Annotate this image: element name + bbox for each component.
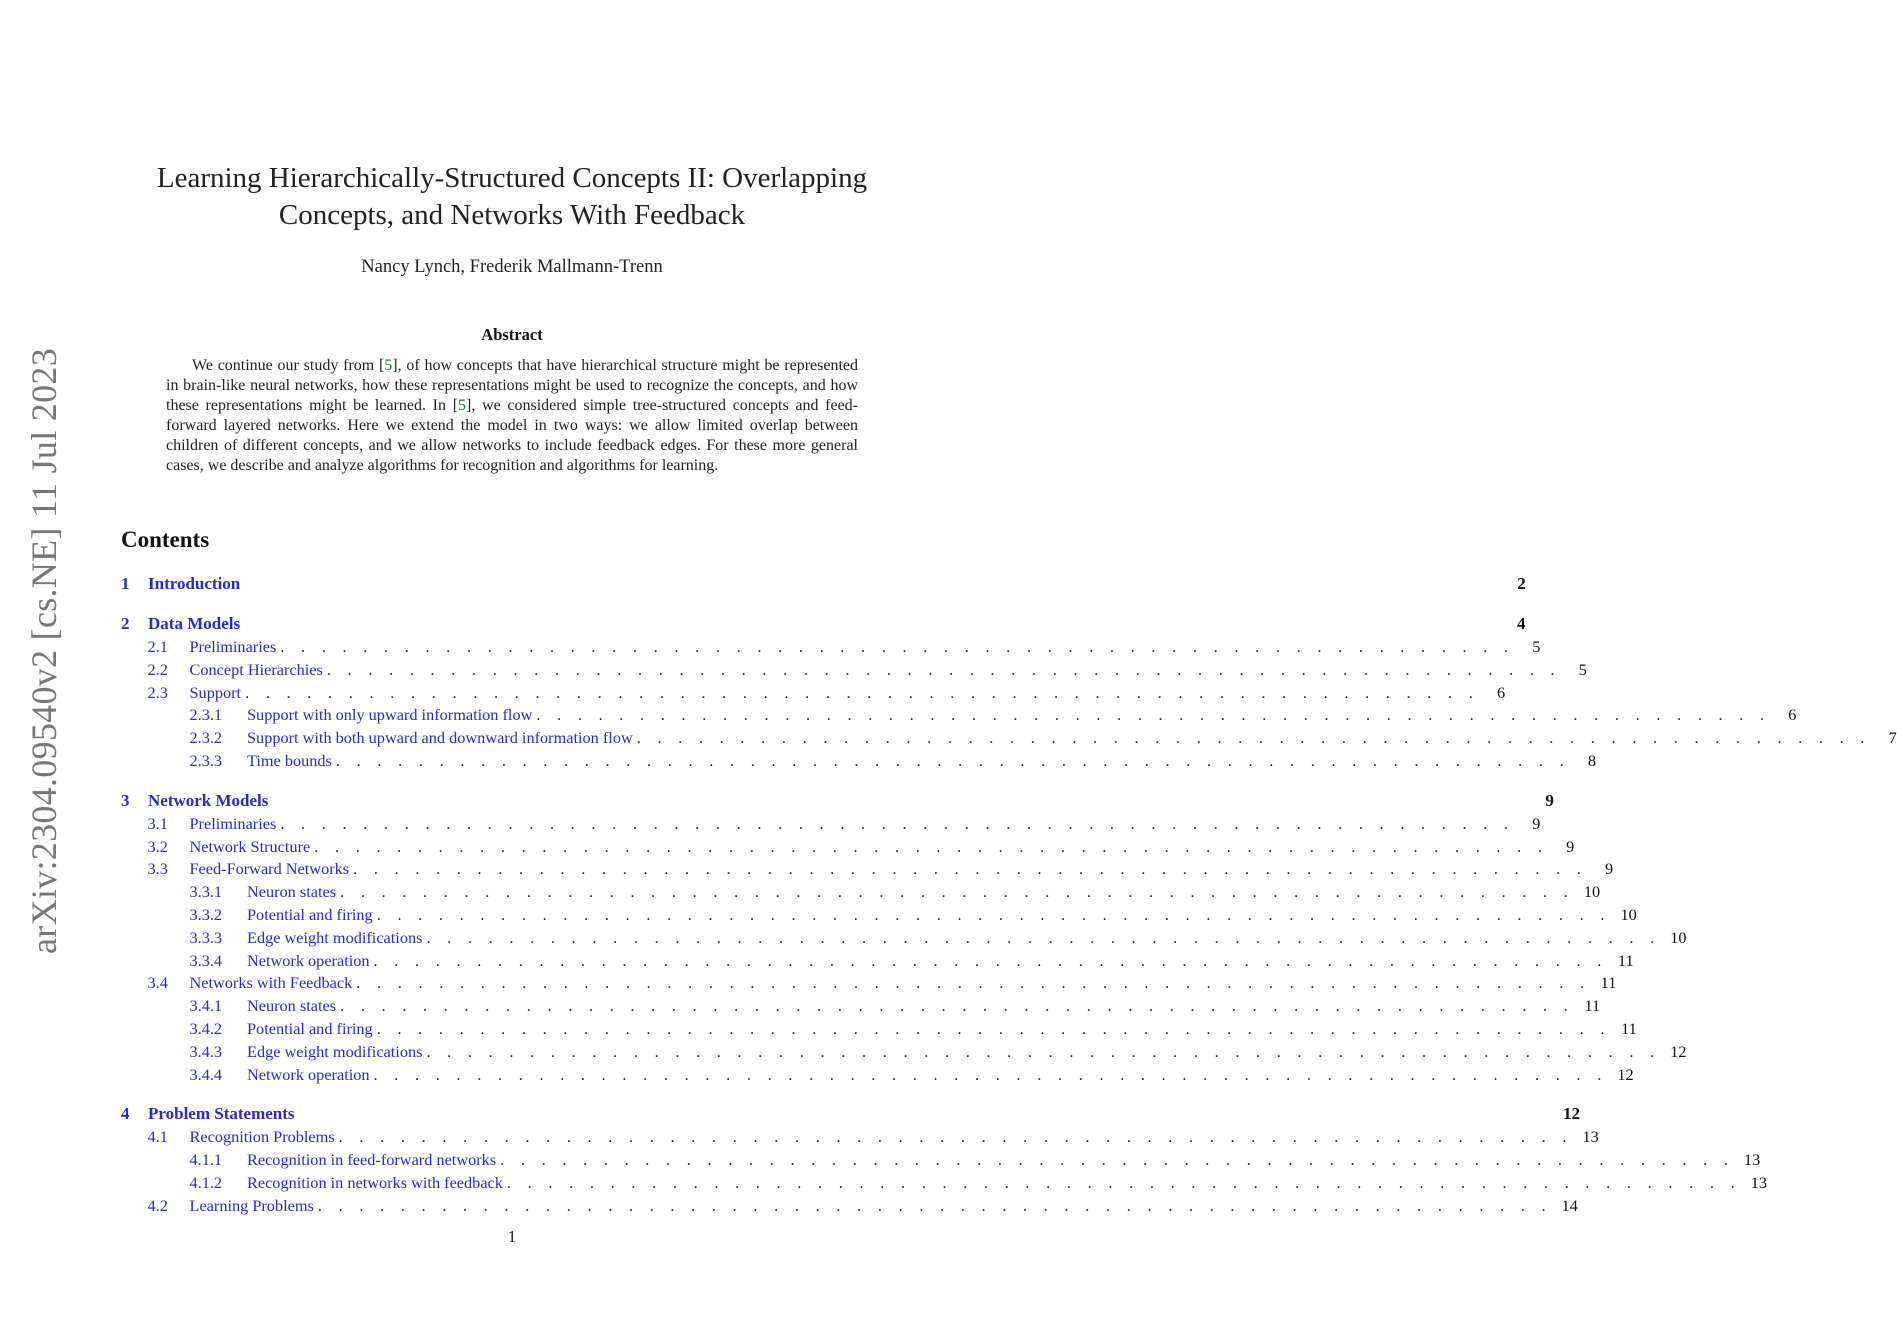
toc-title[interactable]: Network operation (247, 950, 370, 970)
toc-leader-dots: . . . . . . . . . . . . . . . . . . . . . . . . . . . . . . . . . . . . . . . . . . . . . . . . . . . . . . . . . . . . (338, 1127, 1573, 1147)
table-of-contents (121, 572, 1897, 1218)
toc-title[interactable]: Edge weight modifications (247, 1041, 423, 1061)
toc-subsubsection-network-operation[interactable] (121, 950, 1634, 973)
toc-section-network-models[interactable] (121, 789, 1554, 813)
toc-page-number: 13 (1743, 1150, 1761, 1170)
toc-title[interactable]: Support with both upward and downward information flow (247, 728, 633, 748)
toc-page-number: 14 (1561, 1195, 1578, 1215)
toc-page-number: 9 (1605, 859, 1614, 879)
toc-leader-dots: . . . . . . . . . . . . . . . . . . . . . . . . . . . . . . . . . . . . . . . . . . . . . . . . . . . . . . . . . . . . (426, 927, 1661, 947)
citation-link[interactable]: 5 (384, 357, 393, 374)
toc-page-number: 11 (1617, 950, 1634, 970)
toc-number: 3.4.2 (189, 1018, 223, 1038)
toc-title[interactable]: Recognition in feed-forward networks (247, 1150, 497, 1170)
toc-number: 3.1 (147, 813, 168, 833)
toc-subsubsection-edge-weight-modifications[interactable] (121, 927, 1687, 950)
toc-number: 3.3 (147, 859, 168, 879)
toc-number: 3.4.1 (189, 996, 223, 1016)
toc-number: 2.3 (147, 682, 168, 702)
toc-subsection-support[interactable] (121, 682, 1506, 705)
toc-title[interactable]: Concept Hierarchies (189, 659, 323, 679)
toc-leader-dots: . . . . . . . . . . . . . . . . . . . . . . . . . . . . . . . . . . . . . . . . . . . . . . . . . . . . . . . . . . . . (426, 1041, 1661, 1061)
toc-leader-dots: . . . . . . . . . . . . . . . . . . . . . . . . . . . . . . . . . . . . . . . . . . . . . . . . . . . . . . . . . . . . (340, 996, 1575, 1016)
toc-page-number: 6 (1788, 705, 1797, 725)
toc-subsection-networks-with-feedback[interactable] (121, 972, 1617, 995)
paper-title-line-1: Learning Hierarchically-Structured Concepts II: Overlapping (156, 162, 868, 194)
toc-title[interactable]: Network Structure (189, 836, 311, 856)
toc-subsubsection-network-operation[interactable] (121, 1064, 1634, 1087)
toc-subsubsection-recognition-feedback[interactable] (121, 1172, 1767, 1195)
toc-leader-dots: . . . . . . . . . . . . . . . . . . . . . . . . . . . . . . . . . . . . . . . . . . . . . . . . . . . . . . . . . . . . (373, 1064, 1608, 1084)
arxiv-identifier-stamp: arXiv:2304.09540v2 [cs.NE] 11 Jul 2023 (24, 348, 64, 954)
toc-title[interactable]: Problem Statements (148, 1104, 295, 1124)
author-list: Nancy Lynch, Frederik Mallmann-Trenn (361, 257, 663, 277)
toc-subsection-concept-hierarchies[interactable] (121, 659, 1587, 682)
toc-title[interactable]: Networks with Feedback (189, 973, 353, 993)
toc-page-number: 12 (1562, 1104, 1580, 1124)
toc-number: 2 (121, 614, 130, 633)
toc-page-number: 11 (1600, 973, 1617, 993)
toc-subsection-preliminaries[interactable] (121, 813, 1541, 836)
toc-page-number: 9 (1532, 813, 1541, 833)
toc-number: 3 (121, 790, 130, 810)
toc-page-number: 10 (1670, 927, 1687, 947)
toc-subsubsection-support-upward[interactable] (121, 704, 1797, 727)
toc-leader-dots: . . . . . . . . . . . . . . . . . . . . . . . . . . . . . . . . . . . . . . . . . . . . . . . . . . . . . . . . . . . . (636, 728, 1871, 748)
toc-number: 3.3.1 (189, 882, 223, 902)
toc-leader-dots: . . . . . . . . . . . . . . . . . . . . . . . . . . . . . . . . . . . . . . . . . . . . . . . . . . . . . . . . . . . . (376, 1018, 1611, 1038)
toc-leader-dots: . . . . . . . . . . . . . . . . . . . . . . . . . . . . . . . . . . . . . . . . . . . . . . . . . . . . . . . . . . . . (536, 705, 1771, 725)
toc-page-number: 5 (1532, 637, 1541, 656)
toc-number: 3.4 (147, 973, 168, 993)
toc-subsection-recognition-problems[interactable] (121, 1126, 1599, 1149)
toc-page-number: 6 (1497, 682, 1506, 702)
page-number: 1 (507, 1227, 517, 1246)
toc-page-number: 12 (1670, 1041, 1687, 1061)
toc-title[interactable]: Network operation (247, 1064, 370, 1084)
toc-section-problem-statements[interactable] (121, 1102, 1580, 1126)
toc-number: 3.3.3 (189, 927, 223, 947)
toc-page-number: 11 (1584, 996, 1601, 1016)
toc-subsection-preliminaries[interactable] (121, 636, 1541, 659)
toc-subsubsection-potential-and-firing[interactable] (121, 904, 1637, 927)
toc-subsubsection-edge-weight-modifications[interactable] (121, 1041, 1687, 1064)
toc-title[interactable]: Preliminaries (189, 813, 277, 833)
toc-page-number: 10 (1583, 882, 1601, 902)
toc-title[interactable]: Neuron states (247, 996, 337, 1016)
toc-number: 1 (121, 574, 130, 593)
toc-page-number: 4 (1517, 614, 1526, 633)
toc-subsubsection-neuron-states[interactable] (121, 995, 1601, 1018)
toc-leader-dots: . . . . . . . . . . . . . . . . . . . . . . . . . . . . . . . . . . . . . . . . . . . . . . . . . . . . . . . . . . . . (376, 904, 1611, 924)
toc-title[interactable]: Potential and firing (247, 904, 373, 924)
toc-section-data-models[interactable] (121, 612, 1526, 636)
contents-heading: Contents (121, 527, 210, 552)
toc-number: 4.1.2 (189, 1172, 223, 1192)
toc-number: 4.2 (147, 1195, 168, 1215)
toc-title[interactable]: Support (189, 682, 242, 702)
paper-title (0, 160, 1024, 234)
toc-page-number: 13 (1582, 1127, 1599, 1147)
toc-number: 2.3.1 (189, 705, 223, 725)
toc-title[interactable]: Learning Problems (189, 1195, 314, 1215)
toc-title[interactable]: Network Models (148, 790, 269, 810)
citation-link[interactable]: 5 (458, 397, 467, 414)
toc-number: 4.1.1 (189, 1150, 223, 1170)
toc-leader-dots: . . . . . . . . . . . . . . . . . . . . . . . . . . . . . . . . . . . . . . . . . . . . . . . . . . . . . . . . . . . . (340, 882, 1575, 902)
toc-title[interactable]: Preliminaries (189, 637, 277, 656)
toc-title[interactable]: Potential and firing (247, 1018, 373, 1038)
toc-leader-dots: . . . . . . . . . . . . . . . . . . . . . . . . . . . . . . . . . . . . . . . . . . . . . . . . . . . . . . . . . . . . (356, 973, 1591, 993)
toc-leader-dots: . . . . . . . . . . . . . . . . . . . . . . . . . . . . . . . . . . . . . . . . . . . . . . . . . . . . . . . . . . . . (373, 950, 1608, 970)
toc-page-number: 9 (1545, 790, 1554, 810)
toc-title[interactable]: Neuron states (247, 882, 337, 902)
toc-leader-dots: . . . . . . . . . . . . . . . . . . . . . . . . . . . . . . . . . . . . . . . . . . . . . . . . . . . . . . . . . . . . (500, 1150, 1735, 1170)
toc-page-number: 12 (1617, 1064, 1634, 1084)
toc-page-number: 2 (1517, 574, 1526, 593)
toc-leader-dots: . . . . . . . . . . . . . . . . . . . . . . . . . . . . . . . . . . . . . . . . . . . . . . . . . . . . . . . . . . . . (317, 1195, 1552, 1215)
toc-page-number: 9 (1566, 836, 1575, 856)
toc-title[interactable]: Edge weight modifications (247, 927, 423, 947)
toc-subsection-learning-problems[interactable] (121, 1195, 1578, 1218)
toc-subsubsection-neuron-states[interactable] (121, 881, 1601, 904)
toc-title[interactable]: Introduction (148, 574, 241, 593)
toc-number: 4.1 (147, 1127, 168, 1147)
toc-leader-dots: . . . . . . . . . . . . . . . . . . . . . . . . . . . . . . . . . . . . . . . . . . . . . . . . . . . . . . . . . . . . (245, 682, 1480, 702)
toc-number: 3.4.4 (189, 1064, 223, 1084)
toc-page-number: 11 (1621, 1018, 1637, 1038)
toc-subsubsection-recognition-feed-forward[interactable] (121, 1149, 1761, 1172)
toc-section-introduction[interactable] (121, 572, 1526, 596)
toc-number: 3.3.4 (189, 950, 223, 970)
toc-subsubsection-support-both[interactable] (121, 727, 1897, 750)
toc-page-number: 10 (1620, 904, 1637, 924)
toc-title[interactable]: Time bounds (247, 750, 332, 770)
toc-number: 3.2 (147, 836, 168, 856)
toc-subsection-feed-forward-networks[interactable] (121, 858, 1614, 881)
toc-title[interactable]: Feed-Forward Networks (189, 859, 350, 879)
toc-number: 2.3.2 (189, 728, 223, 748)
toc-page-number: 8 (1587, 750, 1596, 770)
toc-page-number: 7 (1888, 728, 1897, 748)
toc-number: 4 (121, 1104, 130, 1124)
toc-number: 2.1 (147, 637, 168, 656)
toc-page-number: 13 (1750, 1172, 1767, 1192)
toc-leader-dots: . . . . . . . . . . . . . . . . . . . . . . . . . . . . . . . . . . . . . . . . . . . . . . . . . . . . . . . . . . . . (326, 659, 1561, 679)
toc-title[interactable]: Recognition in networks with feedback (247, 1172, 503, 1192)
toc-leader-dots: . . . . . . . . . . . . . . . . . . . . . . . . . . . . . . . . . . . . . . . . . . . . . . . . . . . . . . . . . . . . (353, 859, 1588, 879)
toc-title[interactable]: Data Models (148, 614, 241, 633)
toc-title[interactable]: Recognition Problems (189, 1127, 335, 1147)
abstract-body (166, 356, 858, 476)
toc-number: 2.3.3 (189, 750, 223, 770)
toc-leader-dots: . . . . . . . . . . . . . . . . . . . . . . . . . . . . . . . . . . . . . . . . . . . . . . . . . . . . . . . . . . . . (335, 750, 1570, 770)
toc-page-number: 5 (1578, 659, 1587, 679)
toc-number: 3.4.3 (189, 1041, 223, 1061)
toc-leader-dots: . . . . . . . . . . . . . . . . . . . . . . . . . . . . . . . . . . . . . . . . . . . . . . . . . . . . . . . . . . . . (506, 1172, 1741, 1192)
toc-leader-dots: . . . . . . . . . . . . . . . . . . . . . . . . . . . . . . . . . . . . . . . . . . . . . . . . . . . . . . . . . . . . (280, 813, 1515, 833)
abstract-text-1: We continue our study from [ (192, 357, 385, 374)
toc-subsection-network-structure[interactable] (121, 836, 1575, 859)
toc-number: 3.3.2 (189, 904, 223, 924)
toc-title[interactable]: Support with only upward information flow (247, 705, 533, 725)
abstract-heading: Abstract (481, 325, 543, 344)
abstract-text-2: ], of how concepts that have hierarchical structure might be represented in brain-like neural networks, how these representations might be used to recognize the concepts, and how these representations might be learned. In [ (166, 357, 859, 414)
toc-leader-dots: . . . . . . . . . . . . . . . . . . . . . . . . . . . . . . . . . . . . . . . . . . . . . . . . . . . . . . . . . . . . (314, 836, 1549, 856)
toc-number: 2.2 (147, 659, 168, 679)
paper-title-line-2: Concepts, and Networks With Feedback (278, 199, 746, 231)
toc-leader-dots: . . . . . . . . . . . . . . . . . . . . . . . . . . . . . . . . . . . . . . . . . . . . . . . . . . . . . . . . . . . . (280, 637, 1515, 656)
toc-subsubsection-time-bounds[interactable] (121, 750, 1596, 773)
abstract-text-3: ], we considered simple tree-structured concepts and feed-forward layered networks. Here we extend the model in two ways: we allow limited overlap between children of different concepts, and we allow networks to include feedback edges. For these more general cases, we describe and analyze algorithms for recognition and algorithms for learning. (166, 397, 859, 474)
toc-subsubsection-potential-and-firing[interactable] (121, 1018, 1637, 1041)
